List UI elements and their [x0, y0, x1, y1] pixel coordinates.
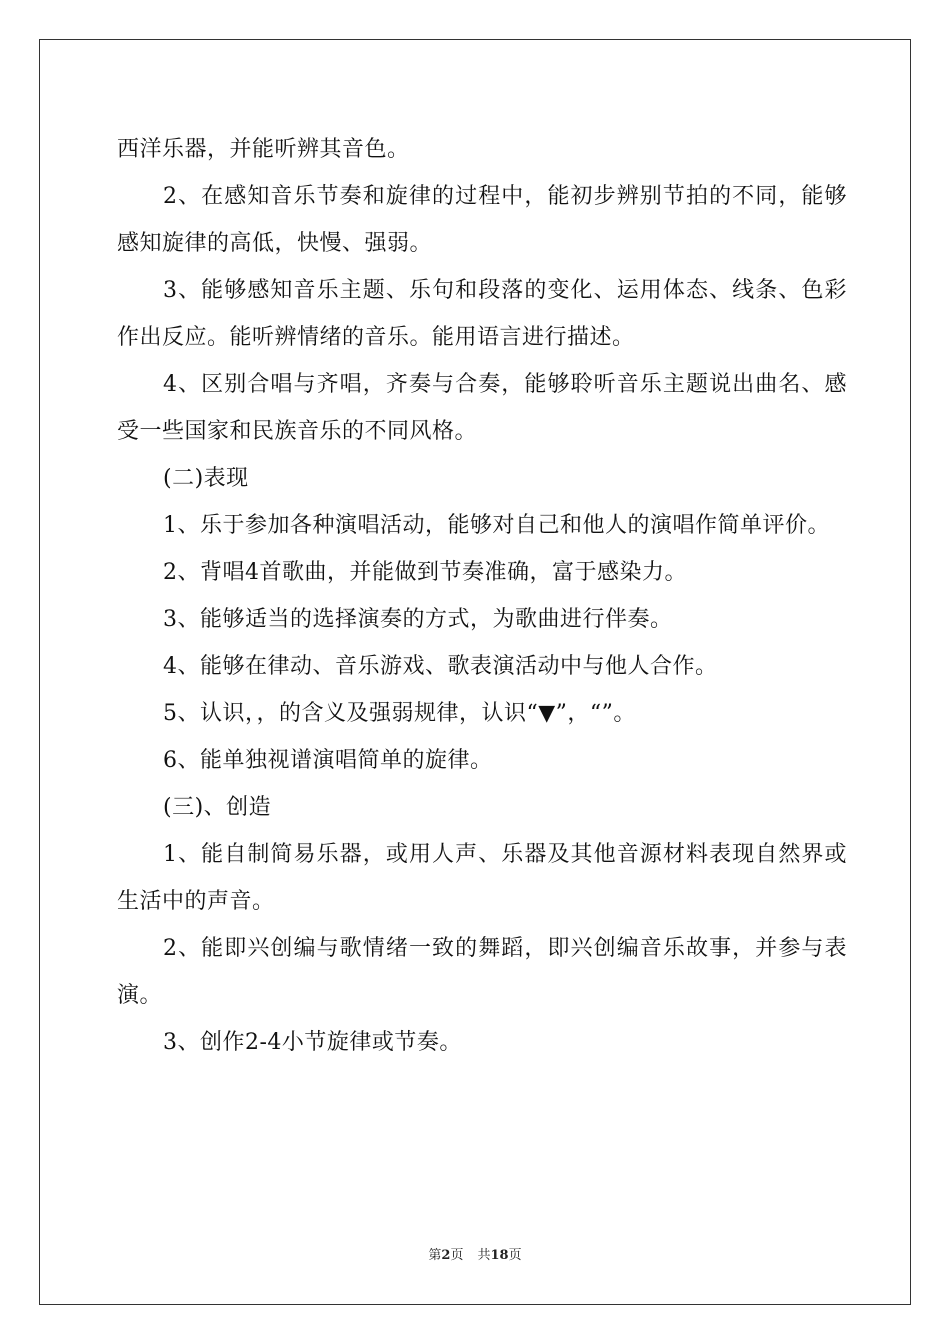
total-suffix: 页 [508, 1248, 522, 1263]
page-footer [0, 1247, 950, 1265]
paragraph: 6、能单独视谱演唱简单的旋律。 [163, 748, 493, 773]
document-body [117, 126, 847, 1066]
page-suffix: 页 [450, 1248, 464, 1263]
section-heading: (三)、创造 [163, 795, 272, 820]
page-total: 18 [490, 1248, 509, 1263]
paragraph: 1、能自制简易乐器，或用人声、乐器及其他音源材料表现自然界或生活中的声音。 [117, 842, 847, 914]
paragraph: 2、能即兴创编与歌情绪一致的舞蹈，即兴创编音乐故事，并参与表演。 [117, 936, 847, 1008]
paragraph: 3、能够感知音乐主题、乐句和段落的变化、运用体态、线条、色彩作出反应。能听辨情绪的音乐。能用语言进行描述。 [117, 278, 847, 350]
section-heading: (二)表现 [163, 466, 249, 491]
paragraph: 3、创作2-4小节旋律或节奏。 [163, 1030, 462, 1055]
paragraph: 2、在感知音乐节奏和旋律的过程中，能初步辨别节拍的不同，能够感知旋律的高低，快慢、强弱。 [117, 184, 847, 256]
page-prefix: 第 [428, 1248, 442, 1263]
paragraph: 4、能够在律动、音乐游戏、歌表演活动中与他人合作。 [163, 654, 718, 679]
paragraph: 4、区别合唱与齐唱，齐奏与合奏，能够聆听音乐主题说出曲名、感受一些国家和民族音乐的不同风格。 [117, 372, 847, 444]
paragraph: 2、背唱4首歌曲，并能做到节奏准确，富于感染力。 [163, 560, 687, 585]
paragraph: 5、认识，，的含义及强弱规律，认识“▼”，“”。 [163, 701, 636, 726]
paragraph: 3、能够适当的选择演奏的方式，为歌曲进行伴奏。 [163, 607, 673, 632]
total-prefix: 共 [477, 1248, 491, 1263]
page-number: 2 [441, 1248, 451, 1263]
paragraph: 西洋乐器，并能听辨其音色。 [117, 137, 410, 162]
paragraph: 1、乐于参加各种演唱活动，能够对自己和他人的演唱作简单评价。 [163, 513, 830, 538]
